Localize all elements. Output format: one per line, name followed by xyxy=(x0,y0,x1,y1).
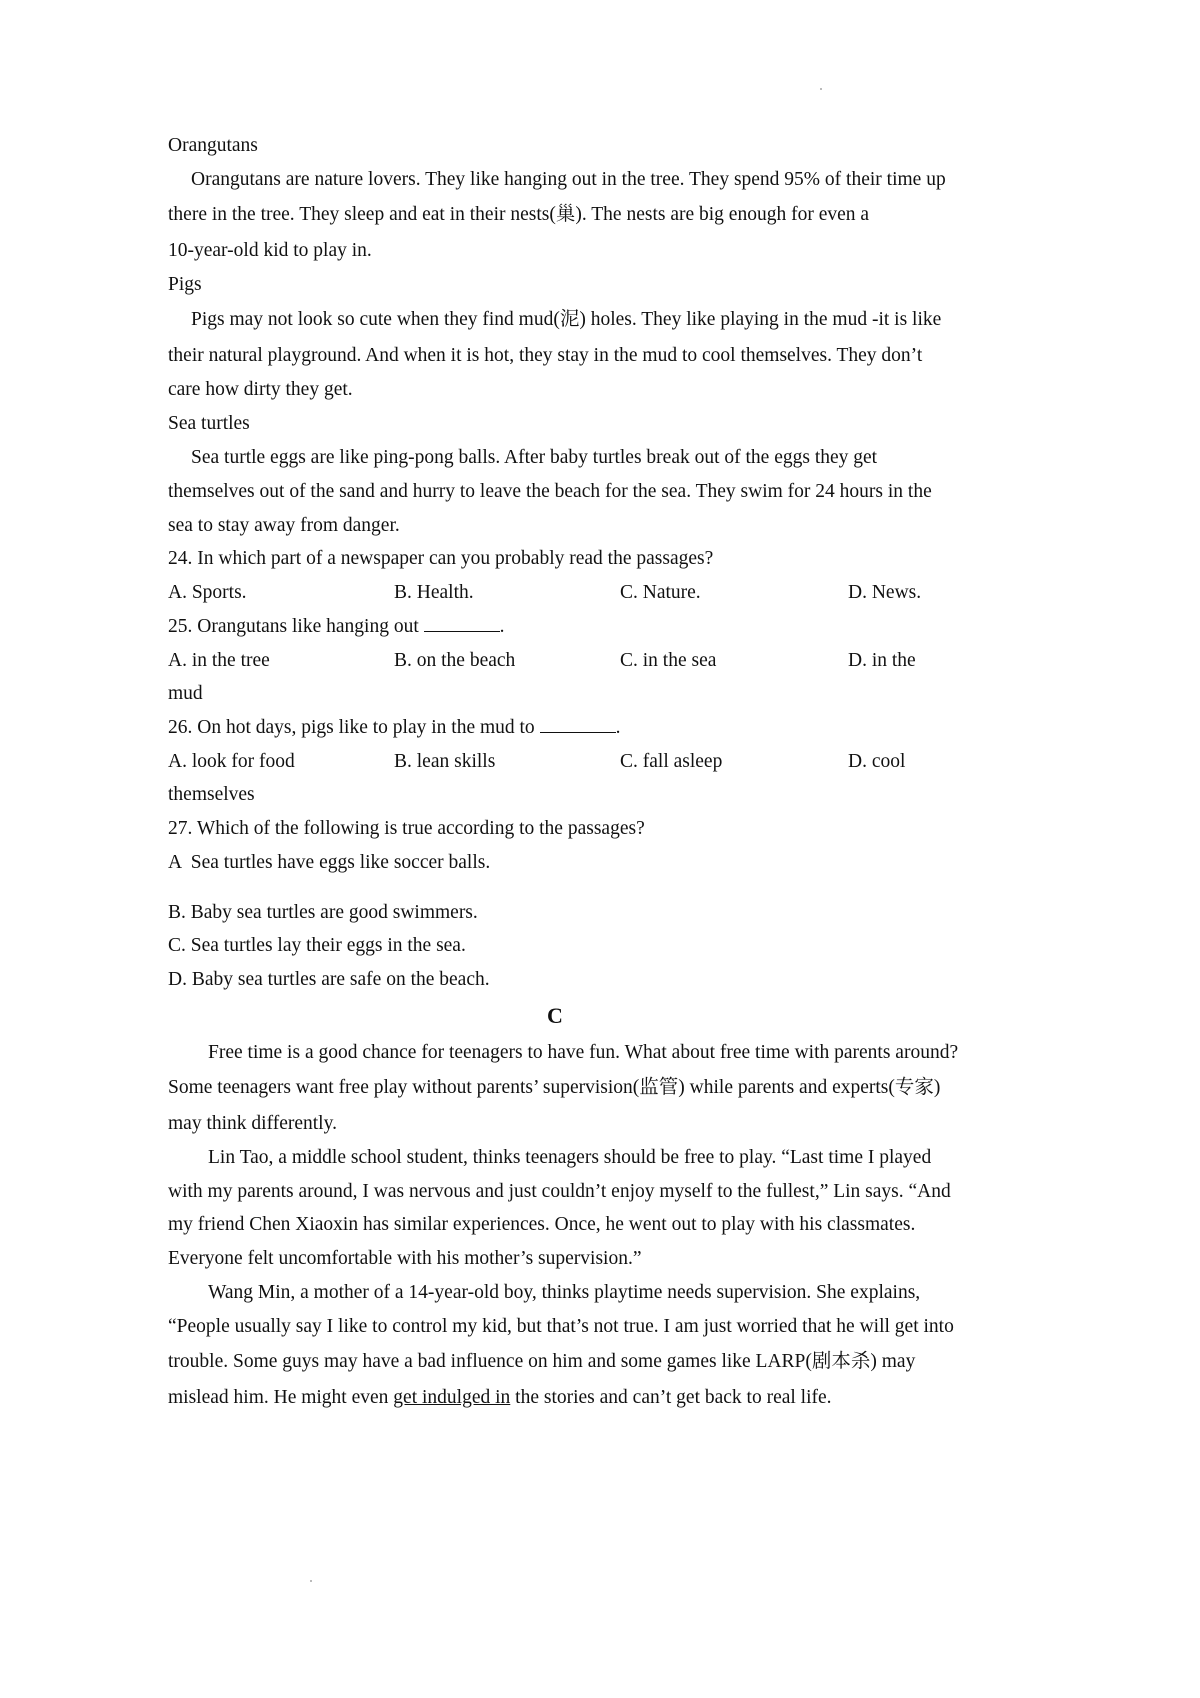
last-line-after: the stories and can’t get back to real life. xyxy=(510,1387,832,1408)
passage-line: Orangutans are nature lovers. They like hanging out in the tree. They spend 95% of their time up xyxy=(191,169,946,190)
question-25-stem xyxy=(168,615,968,639)
passage-line: their natural playground. And when it is hot, they stay in the mud to cool themselves. They don’t xyxy=(168,345,923,366)
question-26-option-c[interactable]: C. fall asleep xyxy=(620,751,723,772)
question-24-option-b[interactable]: B. Health. xyxy=(394,582,474,603)
question-27-option-a[interactable]: A Sea turtles have eggs like soccer balls. xyxy=(168,852,491,873)
question-24-option-c[interactable]: C. Nature. xyxy=(620,582,701,603)
scan-speck xyxy=(310,1580,312,1582)
question-26-stem xyxy=(168,716,968,740)
passage-line: Pigs may not look so cute when they find mud(泥) holes. They like playing in the mud -it is like xyxy=(191,309,942,330)
answer-blank xyxy=(540,716,616,733)
question-24-option-d[interactable]: D. News. xyxy=(848,582,922,603)
question-24-stem: 24. In which part of a newspaper can you probably read the passages? xyxy=(168,548,714,569)
question-27-option-d[interactable]: D. Baby sea turtles are safe on the beach. xyxy=(168,969,490,990)
passage-line: there in the tree. They sleep and eat in their nests(巢). The nests are big enough for even a xyxy=(168,204,870,225)
question-26-option-a[interactable]: A. look for food xyxy=(168,751,295,772)
question-26-option-d[interactable]: D. cool xyxy=(848,751,906,772)
passage-line: may think differently. xyxy=(168,1113,337,1134)
scan-speck xyxy=(820,88,822,90)
question-25-option-a[interactable]: A. in the tree xyxy=(168,650,270,671)
question-26-stem-end: . xyxy=(615,717,621,738)
passage-heading-pigs: Pigs xyxy=(168,274,202,295)
question-25-option-c[interactable]: C. in the sea xyxy=(620,650,717,671)
passage-line: 10-year-old kid to play in. xyxy=(168,240,372,261)
passage-line: with my parents around, I was nervous and just couldn’t enjoy myself to the fullest,” Lin says. “And xyxy=(168,1181,951,1202)
question-27-stem: 27. Which of the following is true according to the passages? xyxy=(168,818,645,839)
question-25-option-b[interactable]: B. on the beach xyxy=(394,650,516,671)
question-27-option-c[interactable]: C. Sea turtles lay their eggs in the sea. xyxy=(168,935,466,956)
section-c-heading: C xyxy=(547,1003,563,1028)
passage-line: Lin Tao, a middle school student, thinks teenagers should be free to play. “Last time I played xyxy=(208,1147,932,1168)
passage-line: my friend Chen Xiaoxin has similar experiences. Once, he went out to play with his classmates. xyxy=(168,1214,916,1235)
answer-blank xyxy=(424,615,500,632)
passage-line: Free time is a good chance for teenagers to have fun. What about free time with parents around? xyxy=(208,1042,959,1063)
question-26-stem-text: 26. On hot days, pigs like to play in the mud to xyxy=(168,717,540,738)
passage-line: Wang Min, a mother of a 14-year-old boy, thinks playtime needs supervision. She explains, xyxy=(208,1282,921,1303)
question-25-option-d[interactable]: D. in the xyxy=(848,650,916,671)
question-27-option-b[interactable]: B. Baby sea turtles are good swimmers. xyxy=(168,902,478,923)
question-26-option-b[interactable]: B. lean skills xyxy=(394,751,496,772)
passage-line: Some teenagers want free play without parents’ supervision(监管) while parents and experts(专家) xyxy=(168,1077,941,1098)
passage-heading-orangutans: Orangutans xyxy=(168,135,258,156)
question-24-option-a[interactable]: A. Sports. xyxy=(168,582,247,603)
question-25-stem-text: 25. Orangutans like hanging out xyxy=(168,616,424,637)
passage-line: care how dirty they get. xyxy=(168,379,353,400)
passage-line: Sea turtle eggs are like ping-pong balls. After baby turtles break out of the eggs they get xyxy=(191,447,878,468)
passage-line: themselves out of the sand and hurry to leave the beach for the sea. They swim for 24 hours in the xyxy=(168,481,932,502)
question-25-option-d-wrap: mud xyxy=(168,683,203,704)
passage-line: trouble. Some guys may have a bad influence on him and some games like LARP(剧本杀) may xyxy=(168,1351,916,1372)
passage-line: sea to stay away from danger. xyxy=(168,515,400,536)
underlined-phrase: get indulged in xyxy=(393,1387,511,1408)
last-line-before: mislead him. He might even xyxy=(168,1387,394,1408)
passage-last-line xyxy=(168,1386,968,1410)
passage-line: Everyone felt uncomfortable with his mother’s supervision.” xyxy=(168,1248,642,1269)
passage-line: “People usually say I like to control my kid, but that’s not true. I am just worried that he will get into xyxy=(168,1316,954,1337)
question-26-option-d-wrap: themselves xyxy=(168,784,255,805)
question-25-stem-end: . xyxy=(499,616,505,637)
passage-heading-sea-turtles: Sea turtles xyxy=(168,413,250,434)
